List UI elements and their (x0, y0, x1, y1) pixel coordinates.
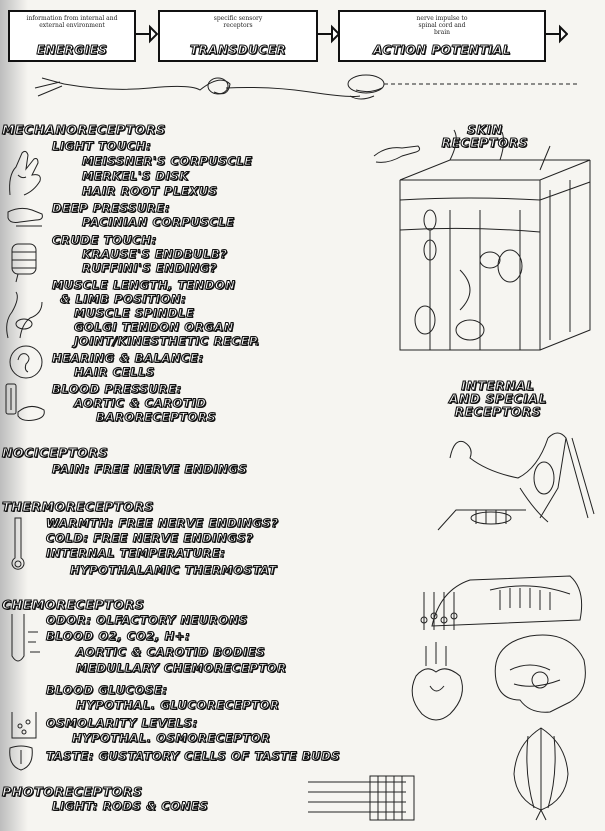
baroreceptors-label: BARORECEPTORS (96, 410, 217, 424)
skin-title-line1: SKIN (467, 123, 503, 137)
fist-icon (4, 236, 44, 282)
nociceptors-heading: NOCICEPTORS (2, 445, 109, 460)
energies-label: ENERGIES (36, 43, 108, 57)
blood-pressure-label: BLOOD PRESSURE: (52, 382, 182, 396)
skin-block-illustration (390, 150, 590, 360)
action-potential-caption: nerve impulse to spinal cord and brain (416, 15, 468, 36)
action-potential-box (338, 10, 546, 62)
tongue-icon (6, 742, 36, 772)
flow-arrow-icon (136, 24, 158, 44)
muscle-spindle-label: MUSCLE SPINDLE (74, 306, 195, 320)
limb-position-label: & LIMB POSITION: (60, 292, 187, 306)
glucoreceptor-label: HYPOTHAL. GLUCORECEPTOR (76, 698, 280, 712)
test-tube-icon (6, 612, 42, 672)
internal-title-line3: RECEPTORS (454, 405, 542, 419)
arm-muscle-icon (2, 288, 46, 342)
deep-pressure-label: DEEP PRESSURE: (52, 201, 171, 215)
internal-title-line2: AND SPECIAL (448, 392, 548, 406)
transducer-label: TRANSDUCER (189, 43, 287, 57)
merkel-label: MERKEL'S DISK (82, 169, 189, 183)
warmth-label: WARMTH: FREE NERVE ENDINGS? (46, 516, 279, 530)
finger-press-icon (6, 204, 46, 232)
hair-cells-label: HAIR CELLS (74, 365, 155, 379)
skin-title-line2: RECEPTORS (441, 136, 529, 150)
crude-touch-label: CRUDE TOUCH: (52, 233, 157, 247)
brain-illustration (490, 630, 590, 716)
pacinian-label: PACINIAN CORPUSCLE (82, 215, 235, 229)
pressure-cuff-icon (4, 382, 50, 426)
heart-illustration (406, 636, 476, 726)
hand-touch-icon (4, 145, 48, 200)
medullary-chemoreceptor-label: MEDULLARY CHEMORECEPTOR (76, 661, 287, 675)
flow-arrow-icon (546, 24, 568, 44)
meissner-label: MEISSNER'S CORPUSCLE (82, 154, 253, 168)
action-potential-label: ACTION POTENTIAL (373, 43, 511, 57)
retina-illustration (306, 772, 416, 828)
golgi-tendon-label: GOLGI TENDON ORGAN (74, 320, 234, 334)
muscle-length-label: MUSCLE LENGTH, TENDON (52, 278, 236, 292)
thermometer-icon (8, 514, 28, 574)
receptor-nerve-illustration (30, 66, 360, 106)
taste-bud-illustration (506, 724, 576, 814)
taste-label: TASTE: GUSTATORY CELLS OF TASTE BUDS (46, 749, 341, 763)
internal-receptors-title (428, 380, 568, 419)
aortic-carotid-bodies-label: AORTIC & CAROTID BODIES (76, 645, 266, 659)
flow-arrow-icon (318, 24, 340, 44)
transducer-caption: specific sensory receptors (213, 15, 263, 29)
energies-caption: information from internal and external environment (26, 15, 118, 29)
pain-label: PAIN: FREE NERVE ENDINGS (52, 462, 248, 476)
rods-cones-label: LIGHT: RODS & CONES (52, 799, 209, 813)
beaker-icon (8, 708, 42, 744)
light-touch-label: LIGHT TOUCH: (52, 139, 152, 153)
osmolarity-label: OSMOLARITY LEVELS: (46, 716, 198, 730)
blood-gases-label: BLOOD O2, CO2, H+: (46, 629, 191, 643)
aortic-carotid-label: AORTIC & CAROTID (74, 396, 207, 410)
hair-root-label: HAIR ROOT PLEXUS (82, 184, 218, 198)
photoreceptors-heading: PHOTORECEPTORS (2, 784, 143, 799)
mechanoreceptors-heading: MECHANORECEPTORS (2, 122, 166, 137)
blood-glucose-label: BLOOD GLUCOSE: (46, 683, 168, 697)
chemoreceptors-heading: CHEMORECEPTORS (2, 597, 145, 612)
krause-label: KRAUSE'S ENDBULB? (82, 247, 228, 261)
transducer-box (158, 10, 318, 62)
thermoreceptors-heading: THERMORECEPTORS (2, 499, 155, 514)
skin-receptors-title (420, 124, 550, 150)
axon-chain-illustration (340, 66, 585, 106)
cold-label: COLD: FREE NERVE ENDINGS? (46, 531, 254, 545)
hearing-balance-label: HEARING & BALANCE: (52, 351, 204, 365)
energies-box (8, 10, 136, 62)
ruffini-label: RUFFINI'S ENDING? (82, 261, 218, 275)
joint-kinesthetic-label: JOINT/KINESTHETIC RECEP. (74, 334, 261, 348)
ear-head-icon (6, 342, 46, 382)
hypothalamic-thermostat-label: HYPOTHALAMIC THERMOSTAT (70, 563, 277, 577)
internal-temp-label: INTERNAL TEMPERATURE: (46, 546, 226, 560)
odor-label: ODOR: OLFACTORY NEURONS (46, 613, 248, 627)
muscle-spindle-illustration (436, 500, 532, 540)
internal-title-line1: INTERNAL (461, 379, 535, 393)
osmoreceptor-label: HYPOTHAL. OSMORECEPTOR (72, 731, 271, 745)
